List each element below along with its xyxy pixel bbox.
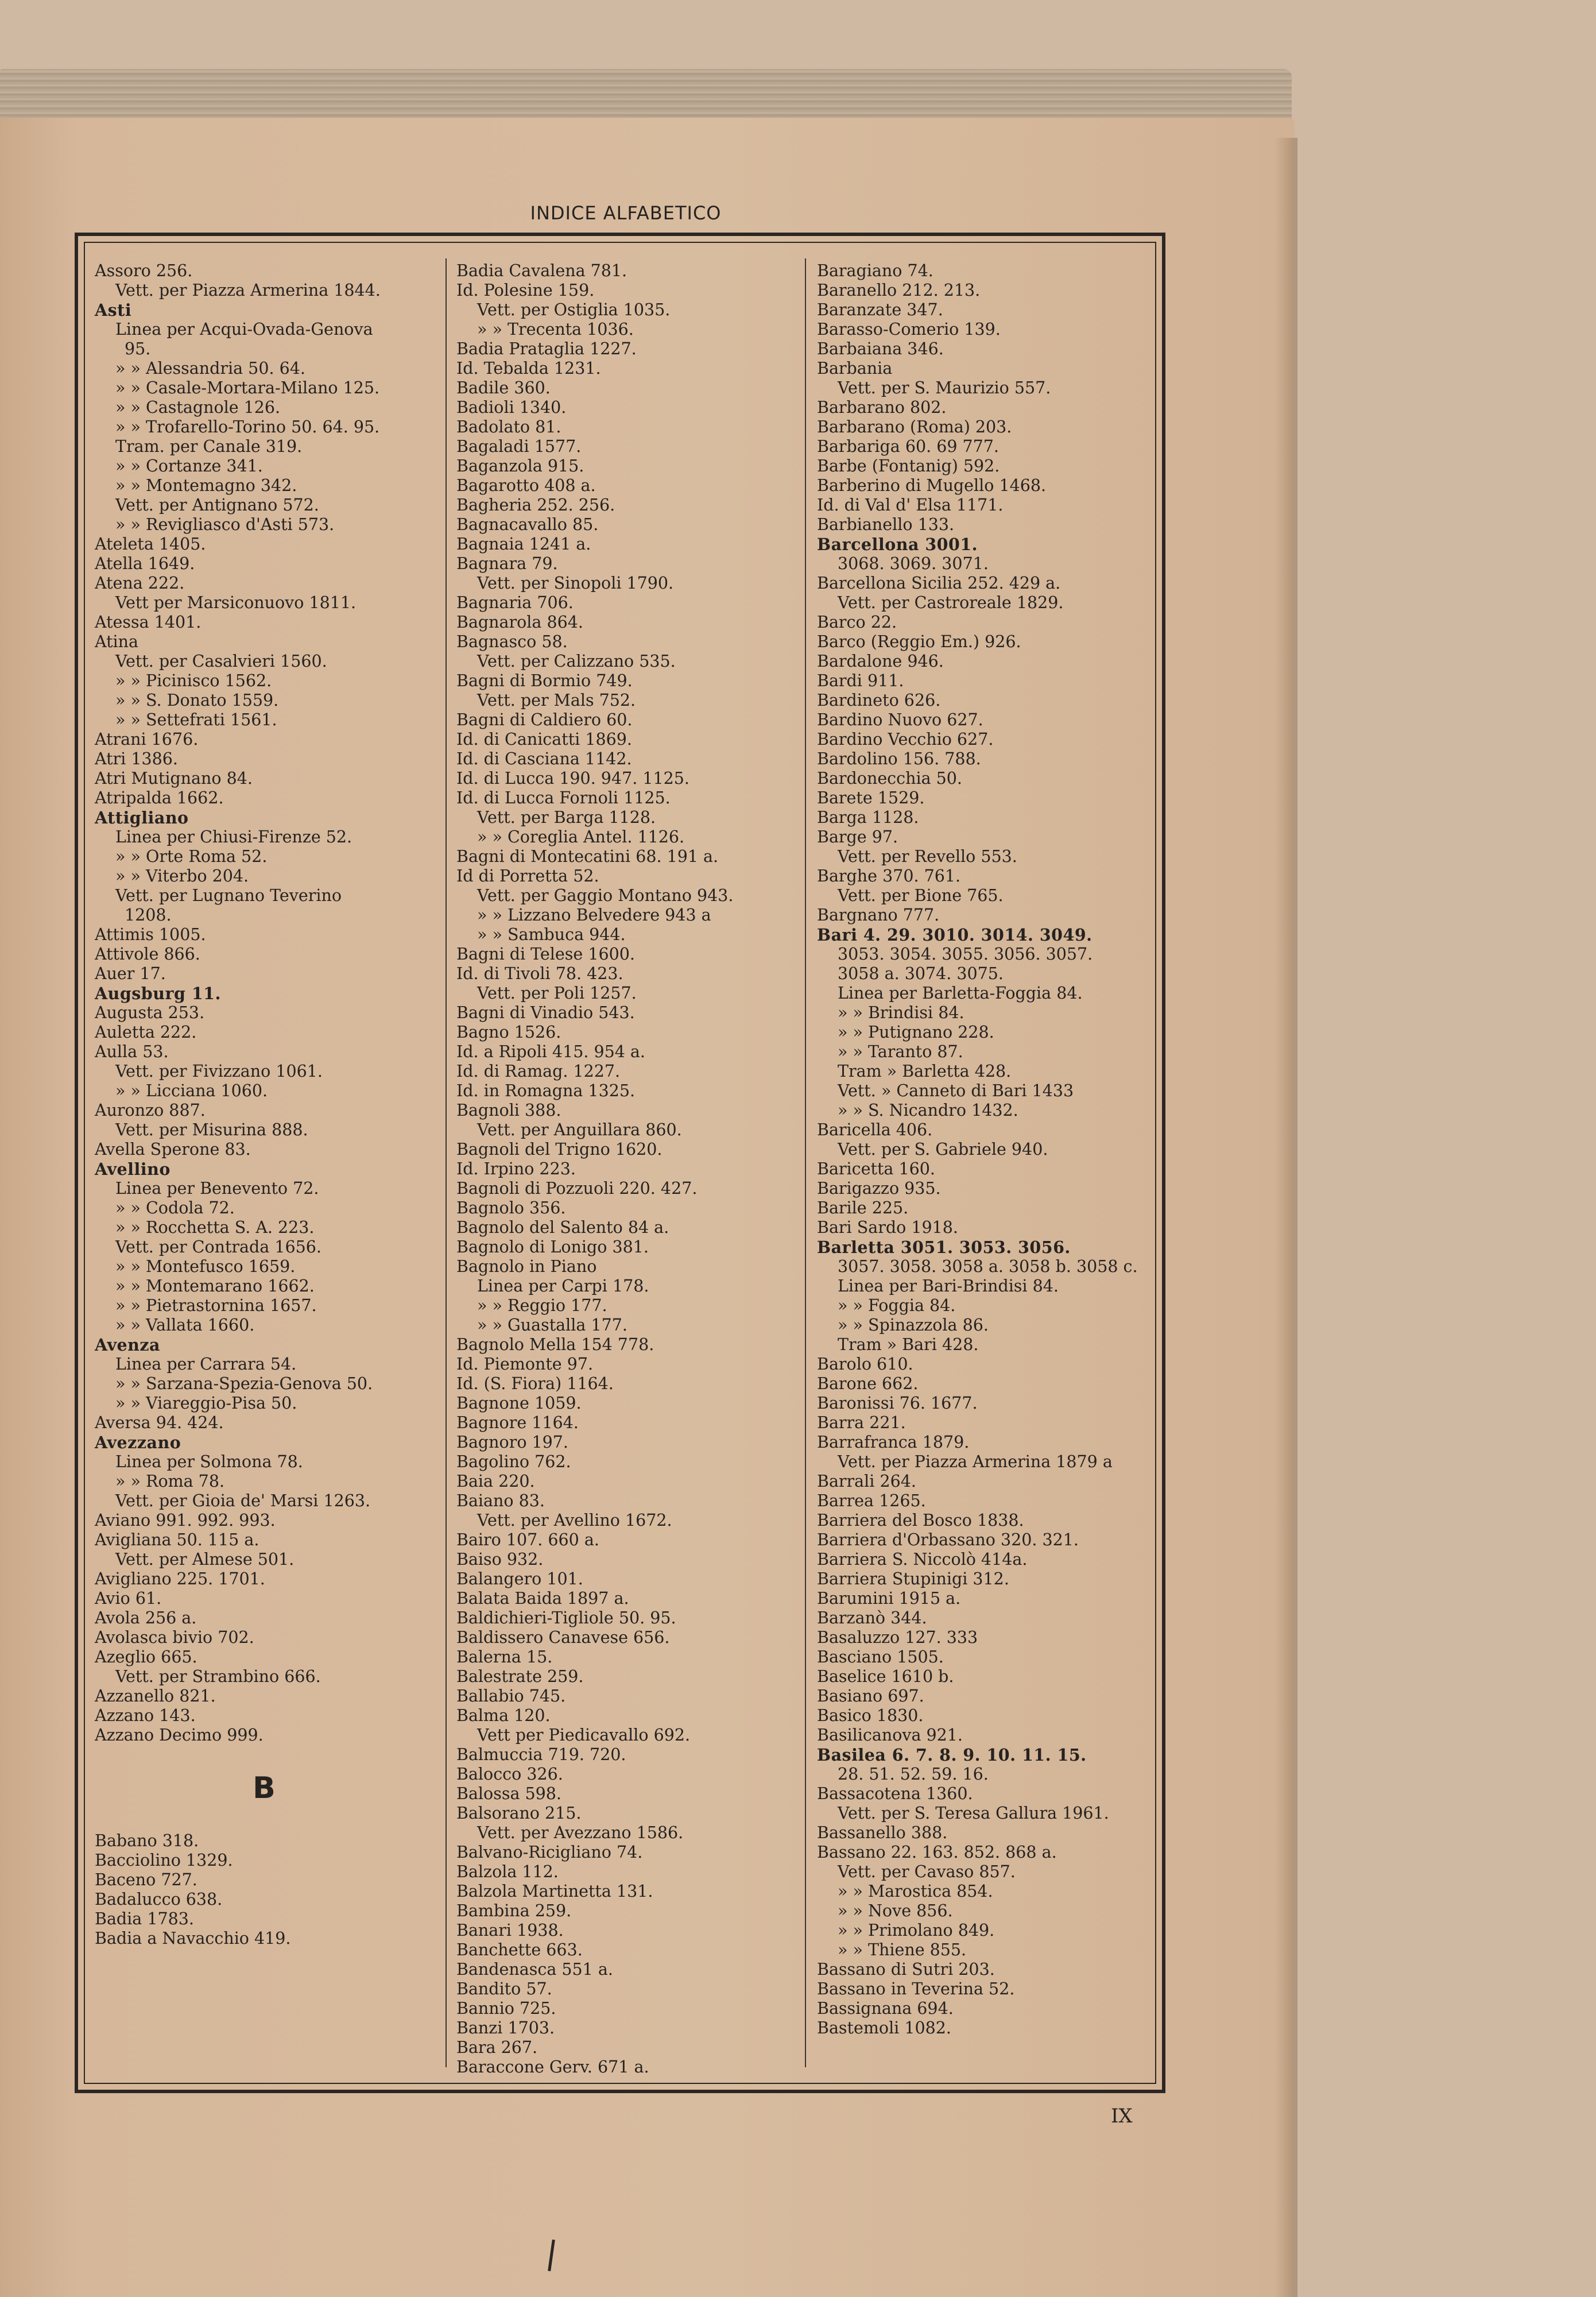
index-entry: Vett. per Castroreale 1829.	[838, 593, 1064, 612]
index-entry: Vett. » Canneto di Bari 1433	[838, 1081, 1074, 1100]
index-entry: Vett. per Revello 553.	[838, 847, 1017, 866]
index-entry: Badia Cavalena 781.	[456, 261, 627, 280]
index-entry: » » Roma 78.	[115, 1472, 225, 1491]
index-entry: Barriera S. Niccolò 414a.	[817, 1550, 1028, 1569]
index-entry: Bairo 107. 660 a.	[456, 1530, 599, 1549]
index-entry: Linea per Solmona 78.	[115, 1452, 303, 1471]
index-entry: Atrani 1676.	[95, 730, 199, 749]
index-entry	[95, 1745, 433, 1768]
index-entry: » » Licciana 1060.	[115, 1081, 268, 1100]
index-entry: Bagni di Bormio 749.	[456, 671, 633, 690]
index-entry	[95, 1808, 433, 1831]
index-entry: Barile 225.	[817, 1198, 909, 1217]
index-entry: Balangero 101.	[456, 1569, 583, 1588]
index-entry: Vett. per Fivizzano 1061.	[115, 1062, 323, 1081]
index-entry: Bagnoli di Pozzuoli 220. 427.	[456, 1179, 698, 1198]
index-entry: » » Rocchetta S. A. 223.	[115, 1218, 315, 1237]
index-entry: Id. di Lucca 190. 947. 1125.	[456, 769, 689, 788]
index-entry: Id. di Ramag. 1227.	[456, 1062, 621, 1081]
index-entry: Auronzo 887.	[95, 1101, 206, 1120]
index-entry: Balzola 112.	[456, 1862, 559, 1881]
index-entry: Barga 1128.	[817, 808, 919, 827]
index-entry: Id. di Tivoli 78. 423.	[456, 964, 623, 983]
index-entry: Avio 61.	[95, 1589, 162, 1608]
index-entry: Bassacotena 1360.	[817, 1784, 973, 1803]
index-entry: Id. di Casciana 1142.	[456, 749, 632, 768]
index-entry: Barrafranca 1879.	[817, 1433, 970, 1452]
index-entry: Vett. per Ostiglia 1035.	[477, 300, 671, 319]
page-fold-shadow	[1275, 138, 1297, 2297]
index-entry: Balestrate 259.	[456, 1667, 584, 1686]
index-entry: Baceno 727.	[95, 1870, 197, 1889]
index-entry: Atena 222.	[95, 574, 185, 593]
index-entry: Barriera d'Orbassano 320. 321.	[817, 1530, 1079, 1549]
index-entry: Bardino Nuovo 627.	[817, 710, 983, 729]
index-entry: » » Pietrastornina 1657.	[115, 1296, 317, 1315]
index-entry: Vett. per Lugnano Teverino	[115, 886, 342, 905]
index-entry: Barbania	[817, 359, 893, 378]
index-entry: Barigazzo 935.	[817, 1179, 941, 1198]
index-entry: Bardalone 946.	[817, 652, 944, 671]
index-entry: Tram » Barletta 428.	[838, 1062, 1012, 1081]
index-entry: » » Marostica 854.	[838, 1882, 993, 1901]
index-entry: Baranzate 347.	[817, 300, 943, 319]
index-entry: Bagnarola 864.	[456, 613, 583, 632]
index-entry: Vett. per Almese 501.	[115, 1550, 295, 1569]
index-entry: Banzi 1703.	[456, 2018, 555, 2037]
index-entry: Bagnacavallo 85.	[456, 515, 599, 534]
index-entry: Balerna 15.	[456, 1648, 553, 1666]
index-entry: Vett. per Strambino 666.	[115, 1667, 321, 1686]
index-entry: Balmuccia 719. 720.	[456, 1745, 626, 1764]
index-heading: Avellino	[95, 1159, 171, 1179]
index-entry: Vett. per Poli 1257.	[477, 984, 637, 1003]
index-entry: Bassanello 388.	[817, 1823, 948, 1842]
index-entry: Bari Sardo 1918.	[817, 1218, 958, 1237]
index-entry: Vett. per S. Gabriele 940.	[838, 1140, 1048, 1159]
index-entry: Bagnasco 58.	[456, 632, 568, 651]
index-entry: Vett. per Bione 765.	[838, 886, 1004, 905]
index-entry: Azzano Decimo 999.	[95, 1726, 264, 1745]
index-entry: Linea per Carpi 178.	[477, 1277, 649, 1296]
index-entry: Linea per Benevento 72.	[115, 1179, 319, 1198]
index-entry: Barasso-Comerio 139.	[817, 320, 1001, 339]
index-entry: Bardino Vecchio 627.	[817, 730, 994, 749]
index-entry: Id. Tebalda 1231.	[456, 359, 601, 378]
index-entry: Avigliano 225. 1701.	[95, 1569, 265, 1588]
index-entry: Vett. per Gioia de' Marsi 1263.	[115, 1491, 371, 1510]
index-entry: Baricella 406.	[817, 1120, 933, 1139]
index-entry: Vett per Piedicavallo 692.	[477, 1726, 691, 1745]
index-entry: Balma 120.	[456, 1706, 551, 1725]
index-entry: Bagnaia 1241 a.	[456, 535, 591, 554]
index-entry: » » Trecenta 1036.	[477, 320, 634, 339]
index-entry: Barumini 1915 a.	[817, 1589, 961, 1608]
index-entry: Vett. per S. Maurizio 557.	[838, 378, 1051, 397]
index-column-3	[817, 261, 1156, 2064]
index-entry: Baronissi 76. 1677.	[817, 1394, 978, 1413]
index-entry: Linea per Acqui-Ovada-Genova	[115, 320, 373, 339]
index-entry: » » Montefusco 1659.	[115, 1257, 296, 1276]
index-entry: » » Viareggio-Pisa 50.	[115, 1394, 297, 1413]
index-entry: Id. di Val d' Elsa 1171.	[817, 496, 1004, 515]
index-entry: Ballabio 745.	[456, 1687, 566, 1706]
index-entry: Bagni di Vinadio 543.	[456, 1003, 635, 1022]
index-entry: Vett per Marsiconuovo 1811.	[115, 593, 357, 612]
index-entry: Vett. per Avellino 1672.	[477, 1511, 672, 1530]
index-entry: Bagheria 252. 256.	[456, 496, 615, 515]
index-entry: Attimis 1005.	[95, 925, 206, 944]
index-entry: Vett. per Sinopoli 1790.	[477, 574, 674, 593]
index-entry: Baiano 83.	[456, 1491, 545, 1510]
index-entry: Azeglio 665.	[95, 1648, 197, 1666]
column-divider	[805, 258, 806, 2067]
index-entry: Balocco 326.	[456, 1765, 563, 1784]
index-entry: Baraccone Gerv. 671 a.	[456, 2058, 649, 2076]
index-entry: Badia 1783.	[95, 1909, 194, 1928]
index-entry: Linea per Barletta-Foggia 84.	[838, 984, 1083, 1003]
index-entry: » » Cortanze 341.	[115, 457, 263, 475]
index-entry: Auletta 222.	[95, 1023, 197, 1042]
index-entry: » » Casale-Mortara-Milano 125.	[115, 378, 380, 397]
index-entry: Bandenasca 551 a.	[456, 1960, 613, 1979]
index-entry: Id. Piemonte 97.	[456, 1355, 594, 1374]
index-entry: Baldissero Canavese 656.	[456, 1628, 670, 1647]
index-entry: Azzanello 821.	[95, 1687, 216, 1706]
index-entry: Vett. per Antignano 572.	[115, 496, 319, 515]
index-entry: » » Castagnole 126.	[115, 398, 281, 417]
index-entry: » » Guastalla 177.	[477, 1316, 627, 1335]
index-entry: Id. a Ripoli 415. 954 a.	[456, 1042, 645, 1061]
index-entry: Vett. per Calizzano 535.	[477, 652, 676, 671]
index-entry: Auer 17.	[95, 964, 166, 983]
index-entry: » » Viterbo 204.	[115, 867, 249, 885]
index-entry: Bagni di Telese 1600.	[456, 945, 635, 964]
index-entry: Baganzola 915.	[456, 457, 584, 475]
index-entry: Vett. per Casalvieri 1560.	[115, 652, 327, 671]
index-entry: Id. di Lucca Fornoli 1125.	[456, 788, 671, 807]
index-entry: » » Reggio 177.	[477, 1296, 607, 1315]
index-entry: » » Revigliasco d'Asti 573.	[115, 515, 335, 534]
index-entry: Balata Baida 1897 a.	[456, 1589, 629, 1608]
index-entry: Bagnoro 197.	[456, 1433, 568, 1452]
index-entry: » » Trofarello-Torino 50. 64. 95.	[115, 417, 380, 436]
index-entry: Bagnolo di Lonigo 381.	[456, 1238, 649, 1256]
index-entry: Atessa 1401.	[95, 613, 202, 632]
index-entry: Baselice 1610 b.	[817, 1667, 954, 1686]
index-heading: Attigliano	[95, 808, 189, 827]
index-entry: Basciano 1505.	[817, 1648, 944, 1666]
index-entry: Barrali 264.	[817, 1472, 916, 1491]
index-entry: Barberino di Mugello 1468.	[817, 476, 1047, 495]
index-entry: » » Taranto 87.	[838, 1042, 963, 1061]
index-entry: » » S. Donato 1559.	[115, 691, 279, 710]
index-entry: Vett. per Misurina 888.	[115, 1120, 308, 1139]
index-heading: Bari 4. 29. 3010. 3014. 3049.	[817, 925, 1093, 945]
index-entry: Bagnara 79.	[456, 554, 558, 573]
index-entry: Barbaiana 346.	[817, 339, 944, 358]
index-entry: Bambina 259.	[456, 1901, 572, 1920]
index-entry: Basaluzzo 127. 333	[817, 1628, 978, 1647]
index-entry: Vett. per Cavaso 857.	[838, 1862, 1016, 1881]
index-entry: Vett. per Contrada 1656.	[115, 1238, 321, 1256]
index-entry: Balsorano 215.	[456, 1804, 582, 1823]
index-entry: Barriera Stupinigi 312.	[817, 1569, 1009, 1588]
index-entry: Bagnoli 388.	[456, 1101, 561, 1120]
index-entry: Badalucco 638.	[95, 1890, 223, 1909]
index-entry: Id. Irpino 223.	[456, 1159, 576, 1178]
index-entry: 3057. 3058. 3058 a. 3058 b. 3058 c.	[838, 1257, 1138, 1276]
index-entry: Badolato 81.	[456, 417, 561, 436]
index-entry: Bardonecchia 50.	[817, 769, 962, 788]
index-entry: » » Spinazzola 86.	[838, 1316, 989, 1335]
column-divider	[446, 258, 447, 2067]
index-entry: 3068. 3069. 3071.	[838, 554, 989, 573]
index-entry: Barbariga 60. 69 777.	[817, 437, 999, 456]
index-heading: Avenza	[95, 1335, 161, 1355]
index-entry: Bagarotto 408 a.	[456, 476, 596, 495]
index-entry: Tram » Bari 428.	[838, 1335, 979, 1354]
index-entry: Barco (Reggio Em.) 926.	[817, 632, 1021, 651]
page-number: IX	[1111, 2105, 1133, 2128]
index-entry: » » Picinisco 1562.	[115, 671, 272, 690]
index-entry: Bagnolo 356.	[456, 1198, 566, 1217]
index-column-1	[95, 261, 433, 2064]
index-entry: Vett. per Piazza Armerina 1879 a	[838, 1452, 1113, 1471]
index-entry: Aversa 94. 424.	[95, 1413, 224, 1432]
index-entry: Bagaladi 1577.	[456, 437, 582, 456]
index-entry: Assoro 256.	[95, 261, 193, 280]
index-entry: Barcellona Sicilia 252. 429 a.	[817, 574, 1061, 593]
index-entry: Id. Polesine 159.	[456, 281, 595, 300]
index-entry: Bagnolo del Salento 84 a.	[456, 1218, 669, 1237]
index-entry: 3053. 3054. 3055. 3056. 3057.	[838, 945, 1093, 964]
index-entry: Baldichieri-Tigliole 50. 95.	[456, 1608, 676, 1627]
index-entry: » » Thiene 855.	[838, 1940, 967, 1959]
index-entry: Attivole 866.	[95, 945, 200, 964]
index-entry: Baia 220.	[456, 1472, 535, 1491]
index-entry: Balvano-Ricigliano 74.	[456, 1843, 643, 1862]
index-entry: Bardi 911.	[817, 671, 904, 690]
index-entry: » » S. Nicandro 1432.	[838, 1101, 1018, 1120]
index-entry: Badia a Navacchio 419.	[95, 1929, 291, 1948]
index-entry: Basico 1830.	[817, 1706, 924, 1725]
index-entry: » » Vallata 1660.	[115, 1316, 255, 1335]
index-entry: » » Settefrati 1561.	[115, 710, 277, 729]
index-entry: 1208.	[125, 906, 172, 925]
index-entry: Atina	[95, 632, 138, 651]
index-entry: Azzano 143.	[95, 1706, 196, 1725]
index-entry: » » Putignano 228.	[838, 1023, 994, 1042]
index-entry: Vett. per Mals 752.	[477, 691, 636, 710]
index-entry: 3058 a. 3074. 3075.	[838, 964, 1004, 983]
index-entry: Bassano di Sutri 203.	[817, 1960, 995, 1979]
index-entry: Barra 221.	[817, 1413, 906, 1432]
index-entry: Bannio 725.	[456, 1999, 556, 2018]
index-entry: Banari 1938.	[456, 1921, 564, 1940]
index-entry: » » Sarzana-Spezia-Genova 50.	[115, 1374, 373, 1393]
index-entry: Barbianello 133.	[817, 515, 955, 534]
index-entry: Babano 318.	[95, 1831, 199, 1850]
index-entry: Vett. per Barga 1128.	[477, 808, 656, 827]
index-entry: Barbarano (Roma) 203.	[817, 417, 1012, 436]
index-heading: Barcellona 3001.	[817, 535, 978, 554]
index-entry: » » Lizzano Belvedere 943 a	[477, 906, 711, 925]
index-entry: 28. 51. 52. 59. 16.	[838, 1765, 989, 1784]
index-entry: Bandito 57.	[456, 1979, 552, 1998]
index-entry: Bara 267.	[456, 2038, 538, 2057]
index-entry: Bassignana 694.	[817, 1999, 954, 2018]
index-entry: Baragiano 74.	[817, 261, 933, 280]
index-column-2	[456, 261, 795, 2076]
index-entry: Bassano 22. 163. 852. 868 a.	[817, 1843, 1057, 1862]
index-entry: Bassano in Teverina 52.	[817, 1979, 1015, 1998]
index-heading: Asti	[95, 300, 132, 320]
index-entry: » » Coreglia Antel. 1126.	[477, 827, 685, 846]
index-entry: Bagni di Montecatini 68. 191 a.	[456, 847, 719, 866]
index-entry: Tram. per Canale 319.	[115, 437, 303, 456]
index-entry: » » Alessandria 50. 64.	[115, 359, 305, 378]
index-heading: Augsburg 11.	[95, 984, 221, 1003]
index-entry: Baricetta 160.	[817, 1159, 935, 1178]
index-entry: Vett. per Anguillara 860.	[477, 1120, 682, 1139]
index-entry: Barbarano 802.	[817, 398, 947, 417]
index-heading: Avezzano	[95, 1433, 181, 1452]
index-entry: Barco 22.	[817, 613, 897, 632]
index-entry: Balzola Martinetta 131.	[456, 1882, 653, 1901]
index-entry: » » Codola 72.	[115, 1198, 235, 1217]
index-entry: Barolo 610.	[817, 1355, 913, 1374]
index-entry: Bardineto 626.	[817, 691, 941, 710]
index-entry: Atripalda 1662.	[95, 788, 224, 807]
index-entry: Baiso 932.	[456, 1550, 544, 1569]
index-entry: Badioli 1340.	[456, 398, 567, 417]
index-entry: » » Orte Roma 52.	[115, 847, 268, 866]
index-entry: Barge 97.	[817, 827, 898, 846]
index-entry: Avola 256 a.	[95, 1608, 197, 1627]
index-entry: Avigliana 50. 115 a.	[95, 1530, 259, 1549]
index-entry: Bagnore 1164.	[456, 1413, 579, 1432]
index-entry: Barbe (Fontanig) 592.	[817, 457, 1000, 475]
index-entry: Basiano 697.	[817, 1687, 924, 1706]
index-entry: Bagni di Caldiero 60.	[456, 710, 633, 729]
index-entry: » » Foggia 84.	[838, 1296, 956, 1315]
index-entry: Barriera del Bosco 1838.	[817, 1511, 1024, 1530]
index-entry: Augusta 253.	[95, 1003, 205, 1022]
index-entry: Id di Porretta 52.	[456, 867, 599, 885]
index-entry: » » Primolano 849.	[838, 1921, 995, 1940]
page-header: INDICE ALFABETICO	[530, 202, 722, 224]
index-entry: Barghe 370. 761.	[817, 867, 961, 885]
index-entry: Bastemoli 1082.	[817, 2018, 951, 2037]
index-entry: Atri 1386.	[95, 749, 178, 768]
index-entry: Bagnaria 706.	[456, 593, 574, 612]
index-entry: Badia Prataglia 1227.	[456, 339, 637, 358]
index-entry: Avolasca bivio 702.	[95, 1628, 254, 1647]
index-entry: » » Sambuca 944.	[477, 925, 626, 944]
index-entry: Bardolino 156. 788.	[817, 749, 981, 768]
index-entry: Ateleta 1405.	[95, 535, 206, 554]
index-entry: Vett. per S. Teresa Gallura 1961.	[838, 1804, 1109, 1823]
index-entry: Barete 1529.	[817, 788, 925, 807]
index-entry: Linea per Bari-Brindisi 84.	[838, 1277, 1059, 1296]
index-entry: Id. di Canicatti 1869.	[456, 730, 632, 749]
index-entry: Id. in Romagna 1325.	[456, 1081, 636, 1100]
index-entry: Barone 662.	[817, 1374, 919, 1393]
index-entry: Avella Sperone 83.	[95, 1140, 251, 1159]
index-entry: Linea per Carrara 54.	[115, 1355, 297, 1374]
index-entry: Barrea 1265.	[817, 1491, 926, 1510]
index-entry: Bagnoli del Trigno 1620.	[456, 1140, 663, 1159]
index-entry: Aulla 53.	[95, 1042, 169, 1061]
index-entry: Bagnone 1059.	[456, 1394, 582, 1413]
index-entry: Bacciolino 1329.	[95, 1851, 233, 1870]
index-heading: Barletta 3051. 3053. 3056.	[817, 1238, 1071, 1257]
index-entry: » » Montemagno 342.	[115, 476, 297, 495]
index-entry: Bargnano 777.	[817, 906, 940, 925]
index-entry: Basilicanova 921.	[817, 1726, 963, 1745]
index-entry: Vett. per Avezzano 1586.	[477, 1823, 684, 1842]
index-entry: » » Montemarano 1662.	[115, 1277, 315, 1296]
index-entry: Aviano 991. 992. 993.	[95, 1511, 276, 1530]
index-entry: Bagno 1526.	[456, 1023, 561, 1042]
index-entry: Atri Mutignano 84.	[95, 769, 253, 788]
index-entry: Banchette 663.	[456, 1940, 583, 1959]
index-entry: Linea per Chiusi-Firenze 52.	[115, 827, 352, 846]
index-entry: Barzanò 344.	[817, 1608, 927, 1627]
index-entry: 95.	[125, 339, 151, 358]
index-entry: » » Brindisi 84.	[838, 1003, 964, 1022]
index-entry: Id. (S. Fiora) 1164.	[456, 1374, 614, 1393]
index-entry: Bagnolo in Piano	[456, 1257, 597, 1276]
index-heading: Basilea 6. 7. 8. 9. 10. 11. 15.	[817, 1745, 1087, 1765]
index-entry: Badile 360.	[456, 378, 551, 397]
section-letter: B	[253, 1771, 276, 1805]
index-entry: Balossa 598.	[456, 1784, 561, 1803]
index-entry: Atella 1649.	[95, 554, 195, 573]
index-entry: Vett. per Gaggio Montano 943.	[477, 886, 734, 905]
index-entry: Vett. per Piazza Armerina 1844.	[115, 281, 381, 300]
index-entry: » » Nove 856.	[838, 1901, 953, 1920]
index-entry: Bagnolo Mella 154 778.	[456, 1335, 654, 1354]
index-entry: Bagolino 762.	[456, 1452, 571, 1471]
index-entry: Baranello 212. 213.	[817, 281, 981, 300]
